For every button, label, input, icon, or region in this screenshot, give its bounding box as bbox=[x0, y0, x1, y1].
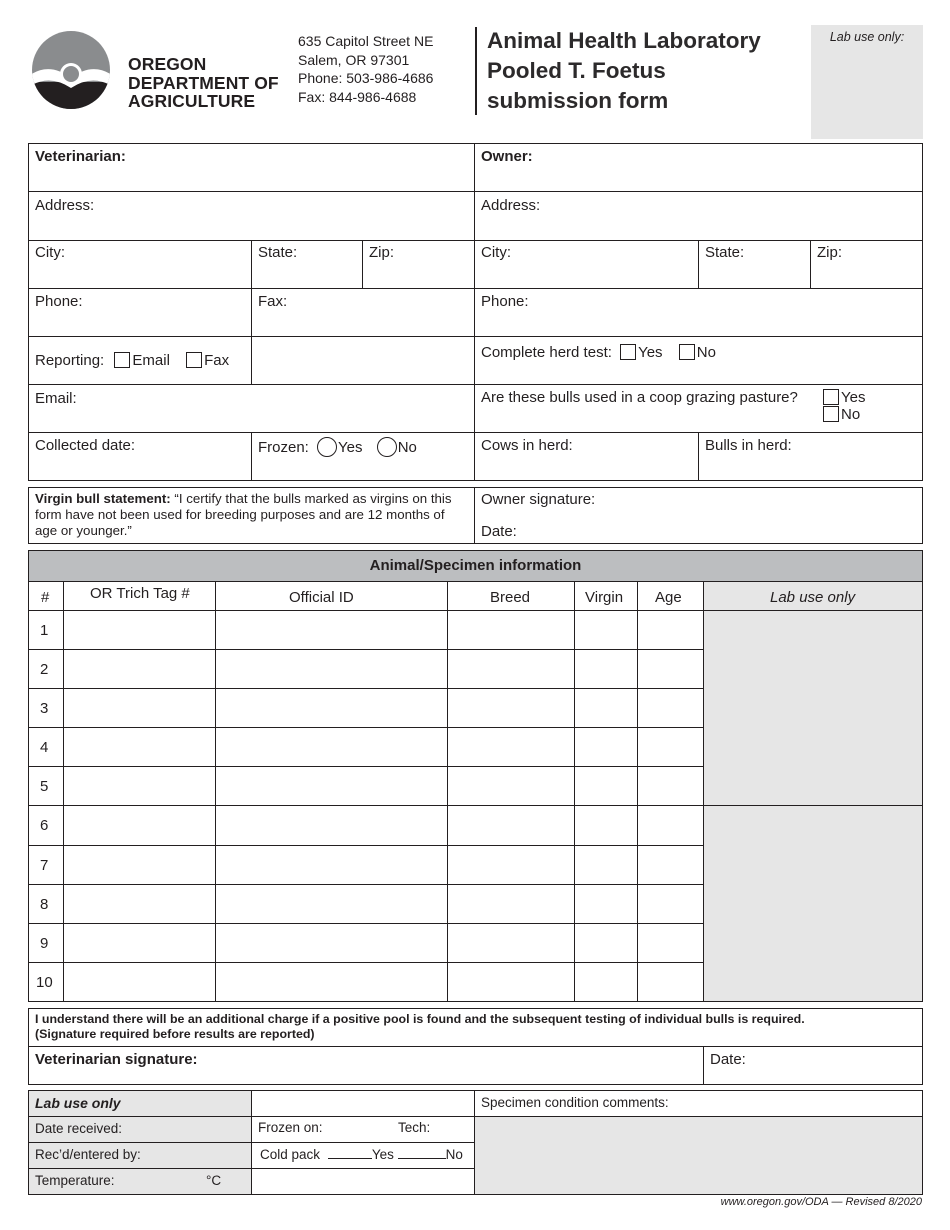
frozen-no-radio[interactable] bbox=[377, 437, 397, 457]
cold-pack-label: Cold pack bbox=[260, 1147, 321, 1162]
complete-herd-no-label: No bbox=[696, 344, 716, 361]
complete-herd-yes-checkbox[interactable] bbox=[620, 344, 636, 360]
col-lab-use-only: Lab use only bbox=[770, 589, 856, 606]
fax-option-label: Fax bbox=[204, 352, 230, 369]
vet-email-label: Email: bbox=[35, 390, 77, 407]
coop-no-row bbox=[823, 406, 860, 423]
frozen-yes-radio[interactable] bbox=[317, 437, 337, 457]
vet-signature-label: Veterinarian signature: bbox=[35, 1051, 198, 1068]
col-trich-tag: OR Trich Tag # bbox=[90, 585, 190, 602]
cold-pack-yes-label: Yes bbox=[371, 1147, 394, 1162]
lab-address: 635 Capitol Street NE Salem, OR 97301 Phone: 503-986-4686 Fax: 844-986-4688 bbox=[298, 33, 434, 105]
complete-herd-label: Complete herd test: bbox=[481, 344, 612, 361]
frozen-label: Frozen: bbox=[258, 439, 309, 456]
lab-use-only-title: Lab use only bbox=[35, 1095, 121, 1111]
form-title: Animal Health Laboratory Pooled T. Foetus submission form bbox=[487, 28, 761, 113]
row-number: 5 bbox=[40, 778, 49, 795]
col-number: # bbox=[41, 589, 50, 606]
bulls-in-herd-label: Bulls in herd: bbox=[705, 437, 792, 454]
vet-address-label: Address: bbox=[35, 197, 95, 214]
coop-question: Are these bulls used in a coop grazing pasture? bbox=[481, 389, 798, 406]
footer-url-revision: www.oregon.gov/ODA — Revised 8/2020 bbox=[720, 1196, 922, 1208]
cold-pack-no-label: No bbox=[445, 1147, 463, 1162]
recd-entered-label: Rec’d/entered by: bbox=[35, 1147, 141, 1162]
specimen-comments-label: Specimen condition comments: bbox=[481, 1095, 669, 1110]
row-number: 2 bbox=[40, 661, 49, 678]
row-number: 10 bbox=[36, 974, 53, 991]
virgin-statement-text: “I certify that the bulls marked as virgins on this form have not been used for breeding purposes and are 12 months of age or younger.” bbox=[35, 491, 452, 538]
complete-herd-yes-label: Yes bbox=[638, 344, 663, 361]
complete-herd-no-checkbox[interactable] bbox=[679, 344, 695, 360]
date-received-label: Date received: bbox=[35, 1121, 123, 1136]
reporting-label: Reporting: bbox=[35, 352, 105, 369]
row-number: 7 bbox=[40, 857, 49, 874]
coop-no-checkbox[interactable] bbox=[823, 406, 839, 422]
owner-zip-label: Zip: bbox=[817, 244, 843, 261]
owner-phone-label: Phone: bbox=[481, 293, 529, 310]
contact-table bbox=[28, 143, 923, 481]
col-breed: Breed bbox=[490, 589, 531, 606]
frozen-row bbox=[258, 437, 417, 457]
owner-city-label: City: bbox=[481, 244, 511, 261]
header-divider bbox=[475, 27, 477, 115]
coop-yes-checkbox[interactable] bbox=[823, 389, 839, 405]
col-age: Age bbox=[655, 589, 682, 606]
coop-yes-row bbox=[823, 389, 865, 406]
collected-date-label: Collected date: bbox=[35, 437, 136, 454]
row-number: 6 bbox=[40, 817, 49, 834]
owner-date-label: Date: bbox=[481, 523, 517, 540]
celsius-unit: °C bbox=[206, 1173, 222, 1188]
lab-only-column bbox=[703, 582, 922, 1001]
owner-signature-label: Owner signature: bbox=[481, 491, 596, 508]
col-virgin: Virgin bbox=[585, 589, 624, 606]
row-number: 4 bbox=[40, 739, 49, 756]
cold-pack-row bbox=[260, 1147, 463, 1162]
tech-label: Tech: bbox=[398, 1120, 431, 1135]
fax-checkbox[interactable] bbox=[186, 352, 202, 368]
oda-logo bbox=[30, 30, 112, 110]
lab-use-box: Lab use only: bbox=[811, 25, 923, 139]
virgin-statement bbox=[35, 491, 469, 539]
row-number: 1 bbox=[40, 622, 49, 639]
coop-yes-label: Yes bbox=[841, 389, 866, 406]
vet-city-label: City: bbox=[35, 244, 65, 261]
owner-address-label: Address: bbox=[481, 197, 541, 214]
veterinarian-label: Veterinarian: bbox=[35, 148, 126, 165]
reporting-row bbox=[35, 352, 229, 369]
frozen-yes-label: Yes bbox=[338, 439, 363, 456]
vet-fax-label: Fax: bbox=[258, 293, 288, 310]
email-checkbox[interactable] bbox=[114, 352, 130, 368]
vet-signature-date-label: Date: bbox=[710, 1051, 746, 1068]
col-official-id: Official ID bbox=[289, 589, 354, 606]
frozen-no-label: No bbox=[397, 439, 417, 456]
vet-zip-label: Zip: bbox=[369, 244, 395, 261]
charge-statement: I understand there will be an additional charge if a positive pool is found and the subsequent testing of individual bulls is required. (Signature required before results are reported) bbox=[35, 1012, 805, 1041]
temperature-label: Temperature: bbox=[35, 1173, 115, 1188]
vet-state-label: State: bbox=[258, 244, 298, 261]
cows-in-herd-label: Cows in herd: bbox=[481, 437, 573, 454]
complete-herd-row bbox=[481, 344, 716, 361]
owner-state-label: State: bbox=[705, 244, 745, 261]
frozen-on-label: Frozen on: bbox=[258, 1120, 323, 1135]
coop-no-label: No bbox=[841, 406, 861, 423]
email-option-label: Email bbox=[132, 352, 170, 369]
row-number: 3 bbox=[40, 700, 49, 717]
org-name: OREGON DEPARTMENT OF AGRICULTURE bbox=[128, 54, 279, 111]
virgin-statement-label: Virgin bull statement: bbox=[35, 491, 171, 506]
owner-label: Owner: bbox=[481, 148, 533, 165]
vet-phone-label: Phone: bbox=[35, 293, 83, 310]
row-number: 9 bbox=[40, 935, 49, 952]
row-number: 8 bbox=[40, 896, 49, 913]
specimen-section-header: Animal/Specimen information bbox=[28, 550, 923, 582]
